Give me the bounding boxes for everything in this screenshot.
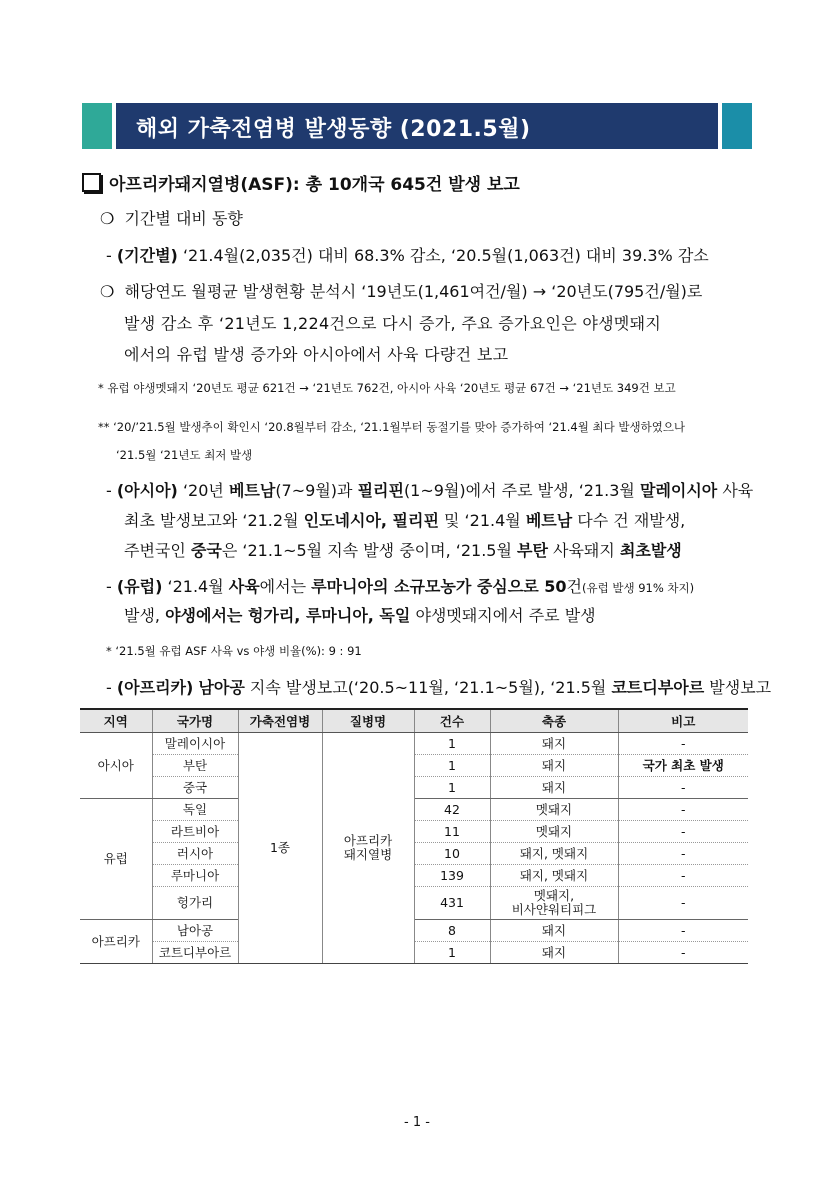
count-cell: 1 (414, 942, 490, 964)
asia-line-2: 최초 발생보고와 ‘21.2월 인도네시아, 필리핀 및 ‘21.4월 베트남 다수 건 재발생, (124, 511, 686, 530)
europe-line-1: - (유럽) ‘21.4월 사육에서는 루마니아의 소규모농가 중심으로 50건(유럽 발생 91% 차지) (106, 577, 695, 596)
dash-text: ‘21.4월(2,035건) 대비 68.3% 감소, ‘20.5월(1,063건) 대비 39.3% 감소 (177, 246, 709, 265)
disease-name-cell: 아프리카 돼지열병 (322, 733, 414, 964)
dash-label: (기간별) (116, 246, 178, 265)
species-cell: 돼지, 멧돼지 (490, 843, 618, 865)
count-cell: 1 (414, 777, 490, 799)
title-accent-left (82, 103, 112, 149)
table-header: 건수 (414, 709, 490, 733)
table-row (80, 887, 748, 920)
table-header: 축종 (490, 709, 618, 733)
country-cell: 코트디부아르 (152, 942, 238, 964)
asia-line-3: 주변국인 중국은 ‘21.1~5월 지속 발생 중이며, ‘21.5월 부탄 사육돼지 최초발생 (124, 541, 682, 560)
title-accent-right (722, 103, 752, 149)
table-row (80, 777, 748, 799)
bullet-period-comparison (100, 206, 243, 229)
country-cell: 루마니아 (152, 865, 238, 887)
section-heading (82, 170, 520, 195)
circle-bullet-icon: ❍ (100, 282, 115, 301)
note-cell: - (618, 799, 748, 821)
species-cell: 멧돼지 (490, 799, 618, 821)
species-cell: 멧돼지 (490, 821, 618, 843)
table-row (80, 733, 748, 755)
page-number: - 1 - (404, 1115, 430, 1130)
count-cell: 1 (414, 733, 490, 755)
note-cell: - (618, 887, 748, 920)
count-cell: 1 (414, 755, 490, 777)
table-header: 국가명 (152, 709, 238, 733)
paragraph-line: 해당연도 월평균 발생현황 분석시 ‘19년도(1,461여건/월) → ‘20년도(795건/월)로 (124, 282, 703, 301)
country-cell: 헝가리 (152, 887, 238, 920)
note-cell: - (618, 920, 748, 942)
species-cell: 돼지 (490, 755, 618, 777)
species-cell: 멧돼지, 비사얀워티피그 (490, 887, 618, 920)
asia-line-1: - (아시아) ‘20년 베트남(7~9월)과 필리핀(1~9월)에서 주로 발생, ‘21.3월 말레이시아 사육 (106, 481, 754, 500)
table-header: 지역 (80, 709, 152, 733)
species-cell: 돼지 (490, 777, 618, 799)
bullet-text: 기간별 대비 동향 (124, 209, 243, 228)
table-header-row (80, 709, 748, 733)
table-row (80, 942, 748, 964)
table-row (80, 755, 748, 777)
table-header: 가축전염병 (238, 709, 322, 733)
species-cell: 돼지 (490, 920, 618, 942)
note-cell: - (618, 865, 748, 887)
count-cell: 8 (414, 920, 490, 942)
count-cell: 431 (414, 887, 490, 920)
page-title: 해외 가축전염병 발생동향 (2021.5월) (136, 117, 531, 142)
footnote-3: * ‘21.5월 유럽 ASF 사육 vs 야생 비율(%): 9 : 91 (106, 644, 362, 658)
note-cell: - (618, 843, 748, 865)
note-cell: 국가 최초 발생 (618, 755, 748, 777)
table-row (80, 920, 748, 942)
circle-bullet-icon: ❍ (100, 209, 115, 228)
bullet-annual-analysis (100, 279, 702, 302)
country-cell: 남아공 (152, 920, 238, 942)
country-cell: 독일 (152, 799, 238, 821)
table-row (80, 799, 748, 821)
region-cell: 아프리카 (80, 920, 152, 964)
disease-count-cell: 1종 (238, 733, 322, 964)
europe-line-2: 발생, 야생에서는 헝가리, 루마니아, 독일 야생멧돼지에서 주로 발생 (124, 606, 596, 625)
count-cell: 42 (414, 799, 490, 821)
note-cell: - (618, 733, 748, 755)
count-cell: 139 (414, 865, 490, 887)
africa-line-1: - (아프리카) 남아공 지속 발생보고(‘20.5~11월, ‘21.1~5월), ‘21.5월 코트디부아르 발생보고 (106, 678, 772, 697)
table-header: 질병명 (322, 709, 414, 733)
footnote-2-cont: ‘21.5월 ‘21년도 최저 발생 (116, 448, 253, 462)
table-row (80, 821, 748, 843)
dash-period: - (기간별) ‘21.4월(2,035건) 대비 68.3% 감소, ‘20.5월(1,063건) 대비 39.3% 감소 (106, 246, 709, 265)
country-cell: 중국 (152, 777, 238, 799)
species-cell: 돼지, 멧돼지 (490, 865, 618, 887)
species-cell: 돼지 (490, 942, 618, 964)
count-cell: 10 (414, 843, 490, 865)
title-bar (82, 103, 752, 149)
asf-outbreak-table (80, 708, 748, 964)
note-cell: - (618, 821, 748, 843)
section-heading-text: 아프리카돼지열병(ASF): 총 10개국 645건 발생 보고 (109, 175, 520, 195)
table-row (80, 865, 748, 887)
paragraph-line-2: 발생 감소 후 ‘21년도 1,224건으로 다시 증가, 주요 증가요인은 야생멧돼지 (124, 314, 662, 333)
footnote-2: ** ‘20/’21.5월 발생추이 확인시 ‘20.8월부터 감소, ‘21.1월부터 동절기를 맞아 증가하여 ‘21.4월 최다 발생하였으나 (98, 420, 686, 434)
species-cell: 돼지 (490, 733, 618, 755)
checkbox-square-icon (82, 173, 101, 192)
note-cell: - (618, 942, 748, 964)
table-row (80, 843, 748, 865)
count-cell: 11 (414, 821, 490, 843)
title-banner (116, 103, 718, 149)
note-cell: - (618, 777, 748, 799)
table-header: 비고 (618, 709, 748, 733)
country-cell: 말레이시아 (152, 733, 238, 755)
country-cell: 부탄 (152, 755, 238, 777)
footnote-1: * 유럽 야생멧돼지 ‘20년도 평균 621건 → ‘21년도 762건, 아시아 사육 ‘20년도 평균 67건 → ‘21년도 349건 보고 (98, 381, 676, 395)
paragraph-line-3: 에서의 유럽 발생 증가와 아시아에서 사육 다량건 보고 (124, 345, 509, 364)
country-cell: 라트비아 (152, 821, 238, 843)
region-cell: 아시아 (80, 733, 152, 799)
region-cell: 유럽 (80, 799, 152, 920)
country-cell: 러시아 (152, 843, 238, 865)
